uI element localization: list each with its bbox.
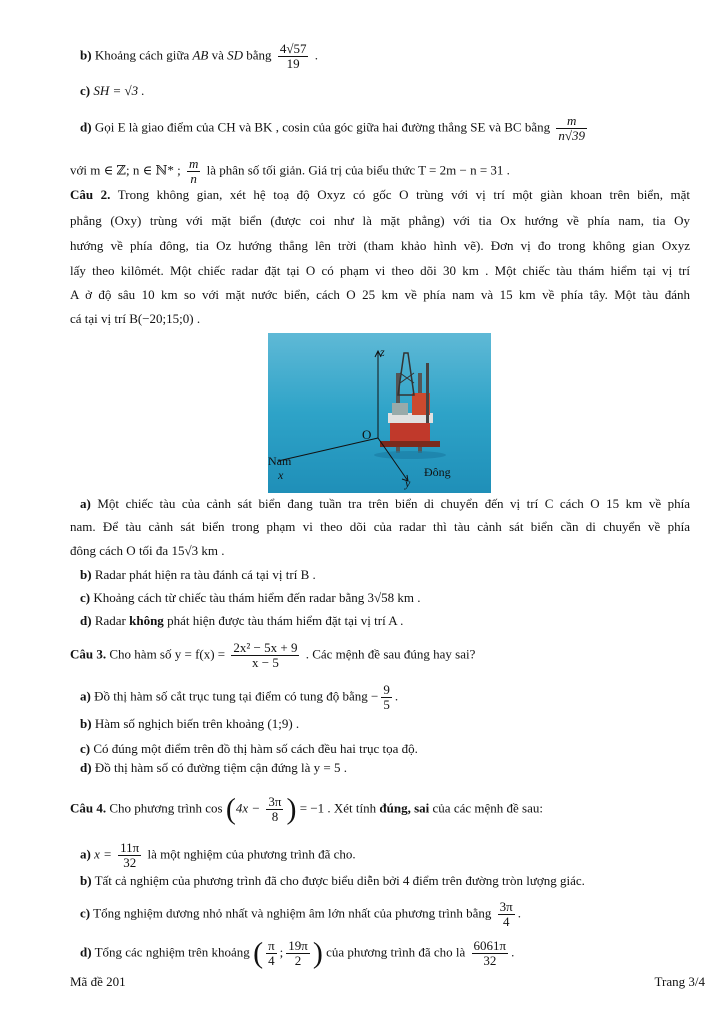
q2-option-b: b) Radar phát hiện ra tàu đánh cá tại vị trí B . (80, 567, 316, 582)
q4-d-interval-right: $\frac{19\pi}{2}$ (288, 938, 308, 968)
q1-d-mn-fraction: $\frac{m}{n}$ (188, 156, 199, 186)
q1-option-d-line2: với m ∈ ℤ; n ∈ ℕ* ; $\frac{m}{n}$ là phân số tối giản. Giá trị của biểu thức T = 2m − n = 31 . (70, 156, 510, 186)
q3-option-c: c) Có đúng một điểm trên đồ thị hàm số cách đều hai trục tọa độ. (80, 741, 418, 756)
q4-option-b: b) Tất cả nghiệm của phương trình đã cho được biểu diễn bởi 4 điểm trên đường tròn lượng giác. (80, 873, 585, 888)
q4-option-c: c) Tổng nghiệm dương nhỏ nhất và nghiệm âm lớn nhất của phương trình bằng $\frac{3\pi}{4}$ . (80, 899, 521, 929)
page-number: Trang 3/4 (654, 974, 705, 989)
q1-option-d: d) Gọi E là giao điểm của CH và BK , cosin của góc giữa hai đường thẳng SE và BC bằng $\frac{m}{n√39}$ (80, 113, 585, 143)
q4-d-fraction: $\frac{6061\pi}{32}$ (473, 938, 507, 968)
q1-d-fraction: $\frac{m}{n√39}$ (558, 113, 585, 143)
q3-stem: Câu 3. Cho hàm số y = f(x) = $\frac{\text{2x² − 5x + 9}}{x - 5}$ . Các mệnh đề sau đúng hay sai? (70, 640, 476, 670)
q1-option-c: c) SH = √3 . (80, 83, 145, 98)
q4-c-fraction: $\frac{3\pi}{4}$ (499, 899, 513, 929)
q4-a-fraction: $\frac{11\pi}{32}$ (120, 840, 140, 870)
q3-option-a: a) Đồ thị hàm số cắt trục tung tại điểm có tung độ bằng − $\frac{9}{5}$ . (80, 682, 399, 712)
q4-d-interval-left: $\frac{\pi}{4}$ (268, 938, 275, 968)
south-label: Nam (268, 454, 292, 468)
q2-line-6: cá tại vị trí B(−20;15;0) . (70, 311, 201, 326)
x-axis-label: x (278, 468, 284, 482)
z-axis-label: z (380, 345, 385, 359)
q3-option-b: b) Hàm số nghịch biến trên khoảng (1;9) . (80, 716, 300, 731)
q4-inner-fraction: $\frac{3\pi}{8}$ (268, 794, 282, 824)
q2-option-a-line2: nam. Để tàu cảnh sát biển trong phạm vi theo dõi của radar thì tàu cảnh sát biển cần di chuyển về phía (70, 519, 690, 534)
q3-a-fraction: $\frac{9}{5}$ (383, 682, 390, 712)
q3-function-fraction: $\frac{\text{2x² − 5x + 9}}{x - 5}$ (233, 640, 298, 670)
q1-b-fraction: $\frac{4√57}{19}$ (279, 41, 307, 71)
q2-line-4: lấy theo kilômét. Một chiếc radar đặt tại O có phạm vi theo dõi 30 km . Một chiếc tàu thám hiểm tại vị trí (70, 263, 690, 278)
q4-stem: Câu 4. Cho phương trình cos (4x − $\frac{3\pi}{8}$ ) = −1 . Xét tính đúng, sai của các mệnh đề sau: (70, 792, 543, 826)
q2-line-2: phẳng (Oxy) trùng với mặt biển (được coi như là mặt phẳng) với tia Ox hướng về phía nam, tia Oy (70, 213, 690, 228)
q4-option-d: d) Tổng các nghiệm trên khoảng ( $\frac{\pi}{4}$ ; $\frac{19\pi}{2}$ ) của phương trình đã cho là $\frac{6061\pi}{32}$ . (80, 936, 515, 970)
q3-option-d: d) Đồ thị hàm số có đường tiệm cận đứng là y = 5 . (80, 760, 347, 775)
east-label: Đông (424, 465, 451, 479)
origin-label: O (362, 427, 372, 442)
q2-line-5: A ở độ sâu 10 km so với mặt nước biển, cách O 25 km về phía nam và 15 km về phía tây. Một tàu đánh (70, 287, 690, 302)
q2-option-a-line1: a) Một chiếc tàu của cảnh sát biển đang tuần tra trên biển di chuyển đến vị trí C cách O 15 km về phía (80, 496, 690, 511)
q2-option-a-line3: đông cách O tối đa 15√3 km . (70, 543, 225, 558)
oil-rig-figure (268, 333, 491, 493)
q2-option-d: d) Radar không phát hiện được tàu thám hiểm đặt tại vị trí A . (80, 613, 404, 628)
q2-option-c: c) Khoảng cách từ chiếc tàu thám hiểm đến radar bằng 3√58 km . (80, 590, 421, 605)
q4-option-a: a) x = $\frac{11\pi}{32}$ là một nghiệm của phương trình đã cho. (80, 840, 356, 870)
exam-code: Mã đề 201 (70, 974, 126, 989)
y-axis-label: y (405, 476, 411, 490)
q2-line-1: Câu 2. Trong không gian, xét hệ toạ độ Oxyz có gốc O trùng với vị trí một giàn khoan trên biển, mặt (70, 187, 690, 202)
q2-line-3: hướng về phía đông, tia Oz hướng thẳng lên trời (tham khảo hình vẽ). Đơn vị đo trong không gian Oxyz (70, 238, 690, 253)
q1-option-b: b) Khoảng cách giữa AB và SD bằng $\frac{4√57}{19}$ . (80, 41, 318, 71)
